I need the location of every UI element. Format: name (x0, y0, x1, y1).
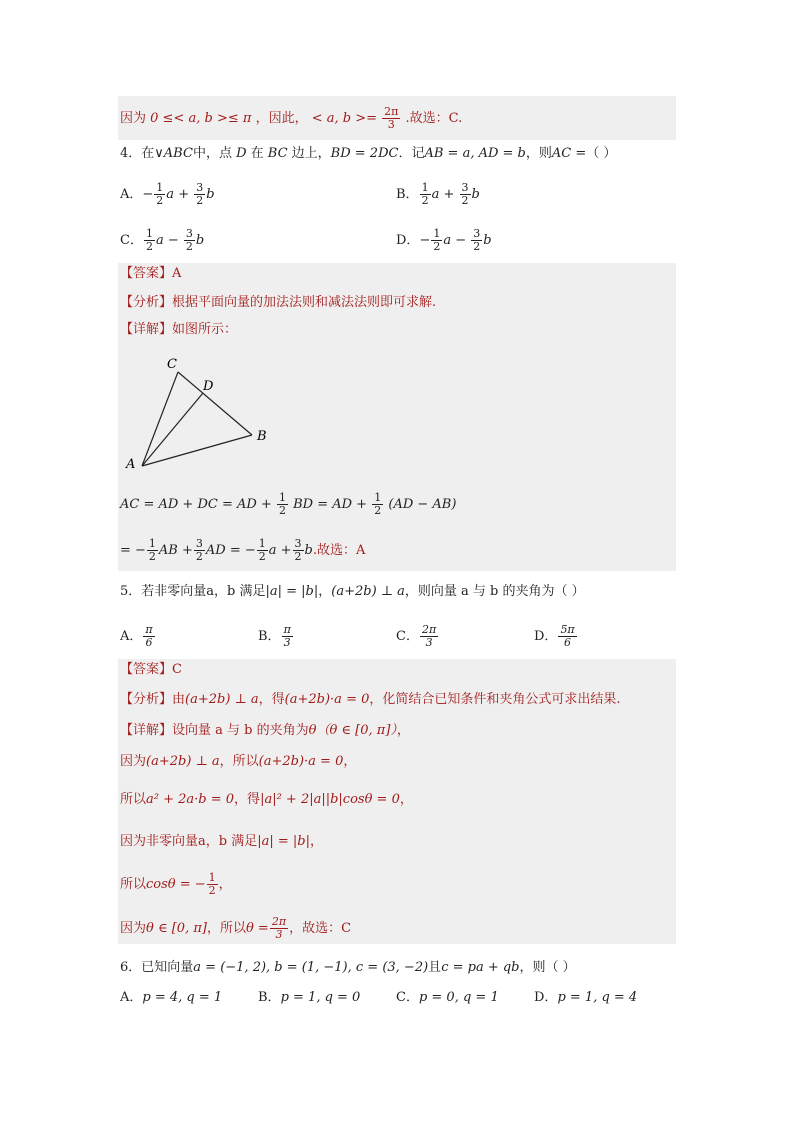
text: .故选：C. (405, 111, 463, 126)
math: < a, b >= (311, 111, 377, 126)
fraction: $\frac{2\pi}{3}$ (384, 105, 399, 131)
q4-step1: AC = AD + DC = AD + $\frac{1}{2}$ BD = AD + $\frac{1}{2}$ (AD − AB) (120, 491, 457, 517)
q5-option-d[interactable]: D． $\frac{5\pi}{6}$ (534, 623, 575, 649)
text: ，因此， (255, 111, 308, 126)
q4-step2: = − $\frac{1}{2}$ AB + $\frac{3}{2}$ AD = − $\frac{1}{2}$ a + $\frac{3}{2}$ b.故选：A (120, 537, 366, 563)
q5-option-a[interactable]: A． $\frac{\pi}{6}$ (120, 623, 153, 649)
q5-line1: 因为(a+2b) ⊥ a，所以(a+2b)·a = 0， (120, 754, 357, 769)
q4-option-a[interactable]: A．− $\frac{1}{2}$ a + $\frac{3}{2}$ b (120, 181, 215, 207)
q6-option-c[interactable]: C．p = 0, q = 1 (396, 990, 499, 1005)
q5-line3: 因为非零向量a，b 满足|a| = |b|， (120, 834, 323, 849)
math: 0 ≤< a, b >≤ π (150, 111, 252, 126)
edge-ab (142, 435, 252, 466)
q5-line2: 所以a² + 2a·b = 0，得|a|² + 2|a||b|cosθ = 0， (120, 792, 413, 807)
label-b: B (257, 429, 267, 444)
label-a: A (126, 457, 136, 472)
q6-stem: 6．已知向量a = (−1, 2), b = (1, −1), c = (3, −2)且c = pa + qb，则（ ） (120, 960, 576, 975)
q4-stem: 4．在∨ABC中，点 D 在 BC 边上，BD = 2DC．记AB = a, AD = b，则AC =（ ） (120, 146, 617, 161)
q5-line4: 所以cosθ = − $\frac{1}{2}$ ， (120, 871, 232, 897)
edge-ac (142, 372, 178, 466)
edge-cb (178, 372, 252, 435)
q6-option-d[interactable]: D．p = 1, q = 4 (534, 990, 638, 1005)
label-d: D (203, 379, 214, 394)
label-c: C (167, 357, 177, 372)
q5-answer: 【答案】C (120, 662, 182, 677)
q4-option-c[interactable]: C． $\frac{1}{2}$ a − $\frac{3}{2}$ b (120, 227, 205, 253)
q6-option-a[interactable]: A．p = 4, q = 1 (120, 990, 223, 1005)
q5-option-c[interactable]: C． $\frac{2\pi}{3}$ (396, 623, 437, 649)
q5-option-b[interactable]: B． $\frac{\pi}{3}$ (258, 623, 291, 649)
q5-stem: 5．若非零向量a，b 满足|a| = |b|，(a+2b) ⊥ a，则向量 a 与 b 的夹角为（ ） (120, 584, 585, 599)
triangle-diagram (120, 350, 290, 475)
q5-detail: 【详解】设向量 a 与 b 的夹角为θ（θ ∈ [0, π]）， (120, 723, 410, 738)
q4-detail: 【详解】如图所示： (120, 322, 238, 337)
edge-ad (142, 393, 203, 466)
q6-option-b[interactable]: B．p = 1, q = 0 (258, 990, 361, 1005)
q4-option-d[interactable]: D．− $\frac{1}{2}$ a − $\frac{3}{2}$ b (396, 227, 492, 253)
q4-option-b[interactable]: B． $\frac{1}{2}$ a + $\frac{3}{2}$ b (396, 181, 480, 207)
top-conclusion-line (120, 106, 462, 131)
q4-analysis: 【分析】根据平面向量的加法法则和减法法则即可求解. (120, 295, 437, 310)
q5-line5: 因为θ ∈ [0, π]，所以θ = $\frac{2\pi}{3}$ ，故选：C (120, 915, 352, 941)
q5-analysis: 【分析】由(a+2b) ⊥ a，得(a+2b)·a = 0，化简结合已知条件和夹角公式可求出结果. (120, 692, 621, 707)
q4-answer: 【答案】A (120, 266, 182, 281)
text: 因为 (120, 111, 147, 126)
